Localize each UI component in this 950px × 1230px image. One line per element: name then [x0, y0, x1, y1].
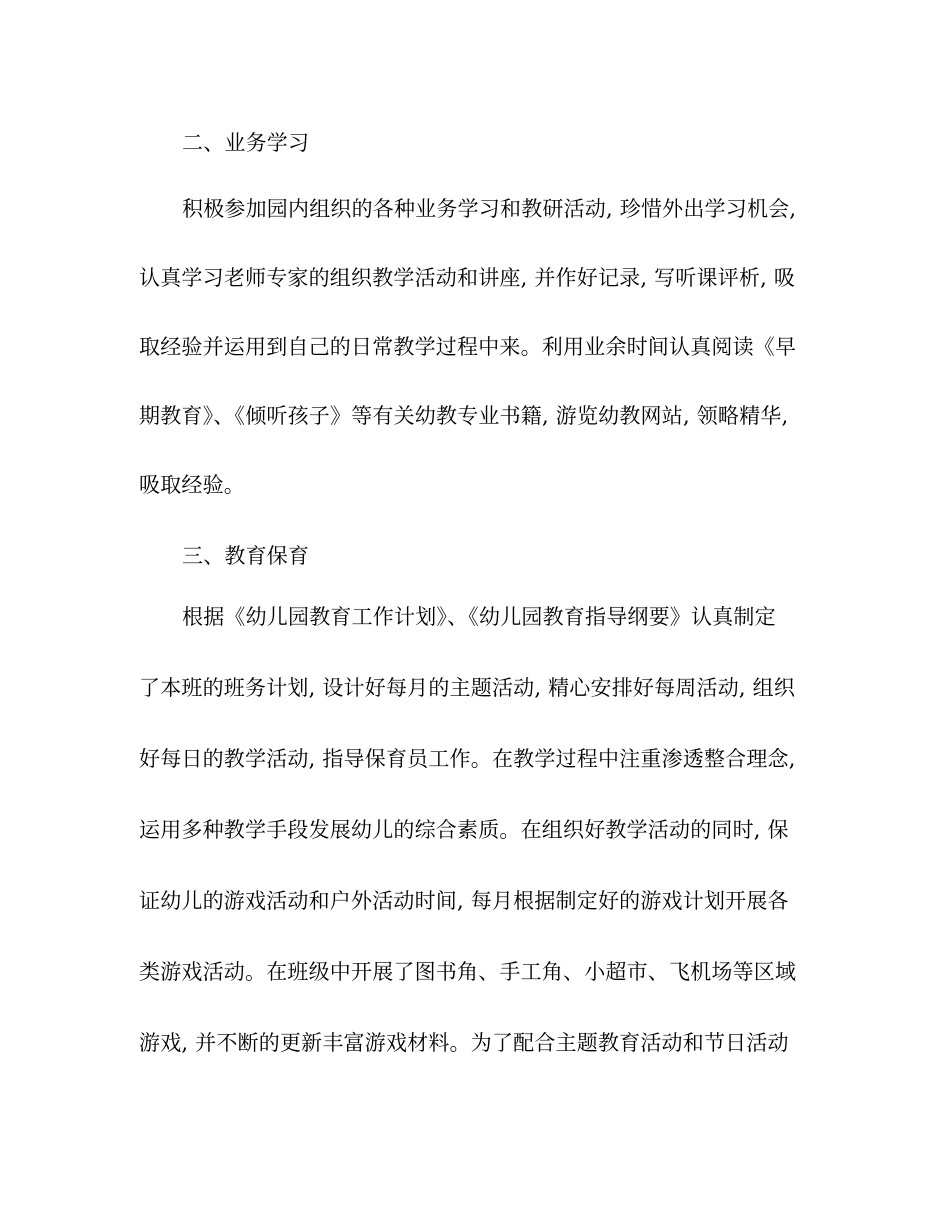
paragraph-line: 吸取经验。	[139, 473, 245, 497]
section-heading-business-study: 二、业务学习	[182, 131, 310, 155]
section-heading-education-care: 三、教育保育	[182, 544, 310, 568]
paragraph-line: 根据《幼儿园教育工作计划》、《幼儿园教育指导纲要》认真制定	[182, 605, 776, 629]
paragraph-line: 类游戏活动。在班级中开展了图书角、手工角、小超市、飞机场等区域	[139, 960, 797, 984]
paragraph-line: 取经验并运用到自己的日常教学过程中来。利用业余时间认真阅读《早	[139, 335, 797, 359]
paragraph-line: 游戏, 并不断的更新丰富游戏材料。为了配合主题教育活动和节日活动	[139, 1031, 789, 1055]
paragraph-line: 了本班的班务计划, 设计好每月的主题活动, 精心安排好每周活动, 组织	[139, 676, 796, 700]
paragraph-line: 认真学习老师专家的组织教学活动和讲座, 并作好记录, 写听课评析, 吸	[139, 266, 796, 290]
paragraph-line: 运用多种教学手段发展幼儿的综合素质。在组织好教学活动的同时, 保	[139, 818, 789, 842]
paragraph-line: 好每日的教学活动, 指导保育员工作。在教学过程中注重渗透整合理念,	[139, 747, 796, 771]
paragraph-line: 期教育》、《倾听孩子》等有关幼教专业书籍, 游览幼教网站, 领略精华,	[139, 404, 789, 428]
paragraph-line: 积极参加园内组织的各种业务学习和教研活动, 珍惜外出学习机会,	[182, 197, 797, 221]
paragraph-line: 证幼儿的游戏活动和户外活动时间, 每月根据制定好的游戏计划开展各	[139, 889, 789, 913]
